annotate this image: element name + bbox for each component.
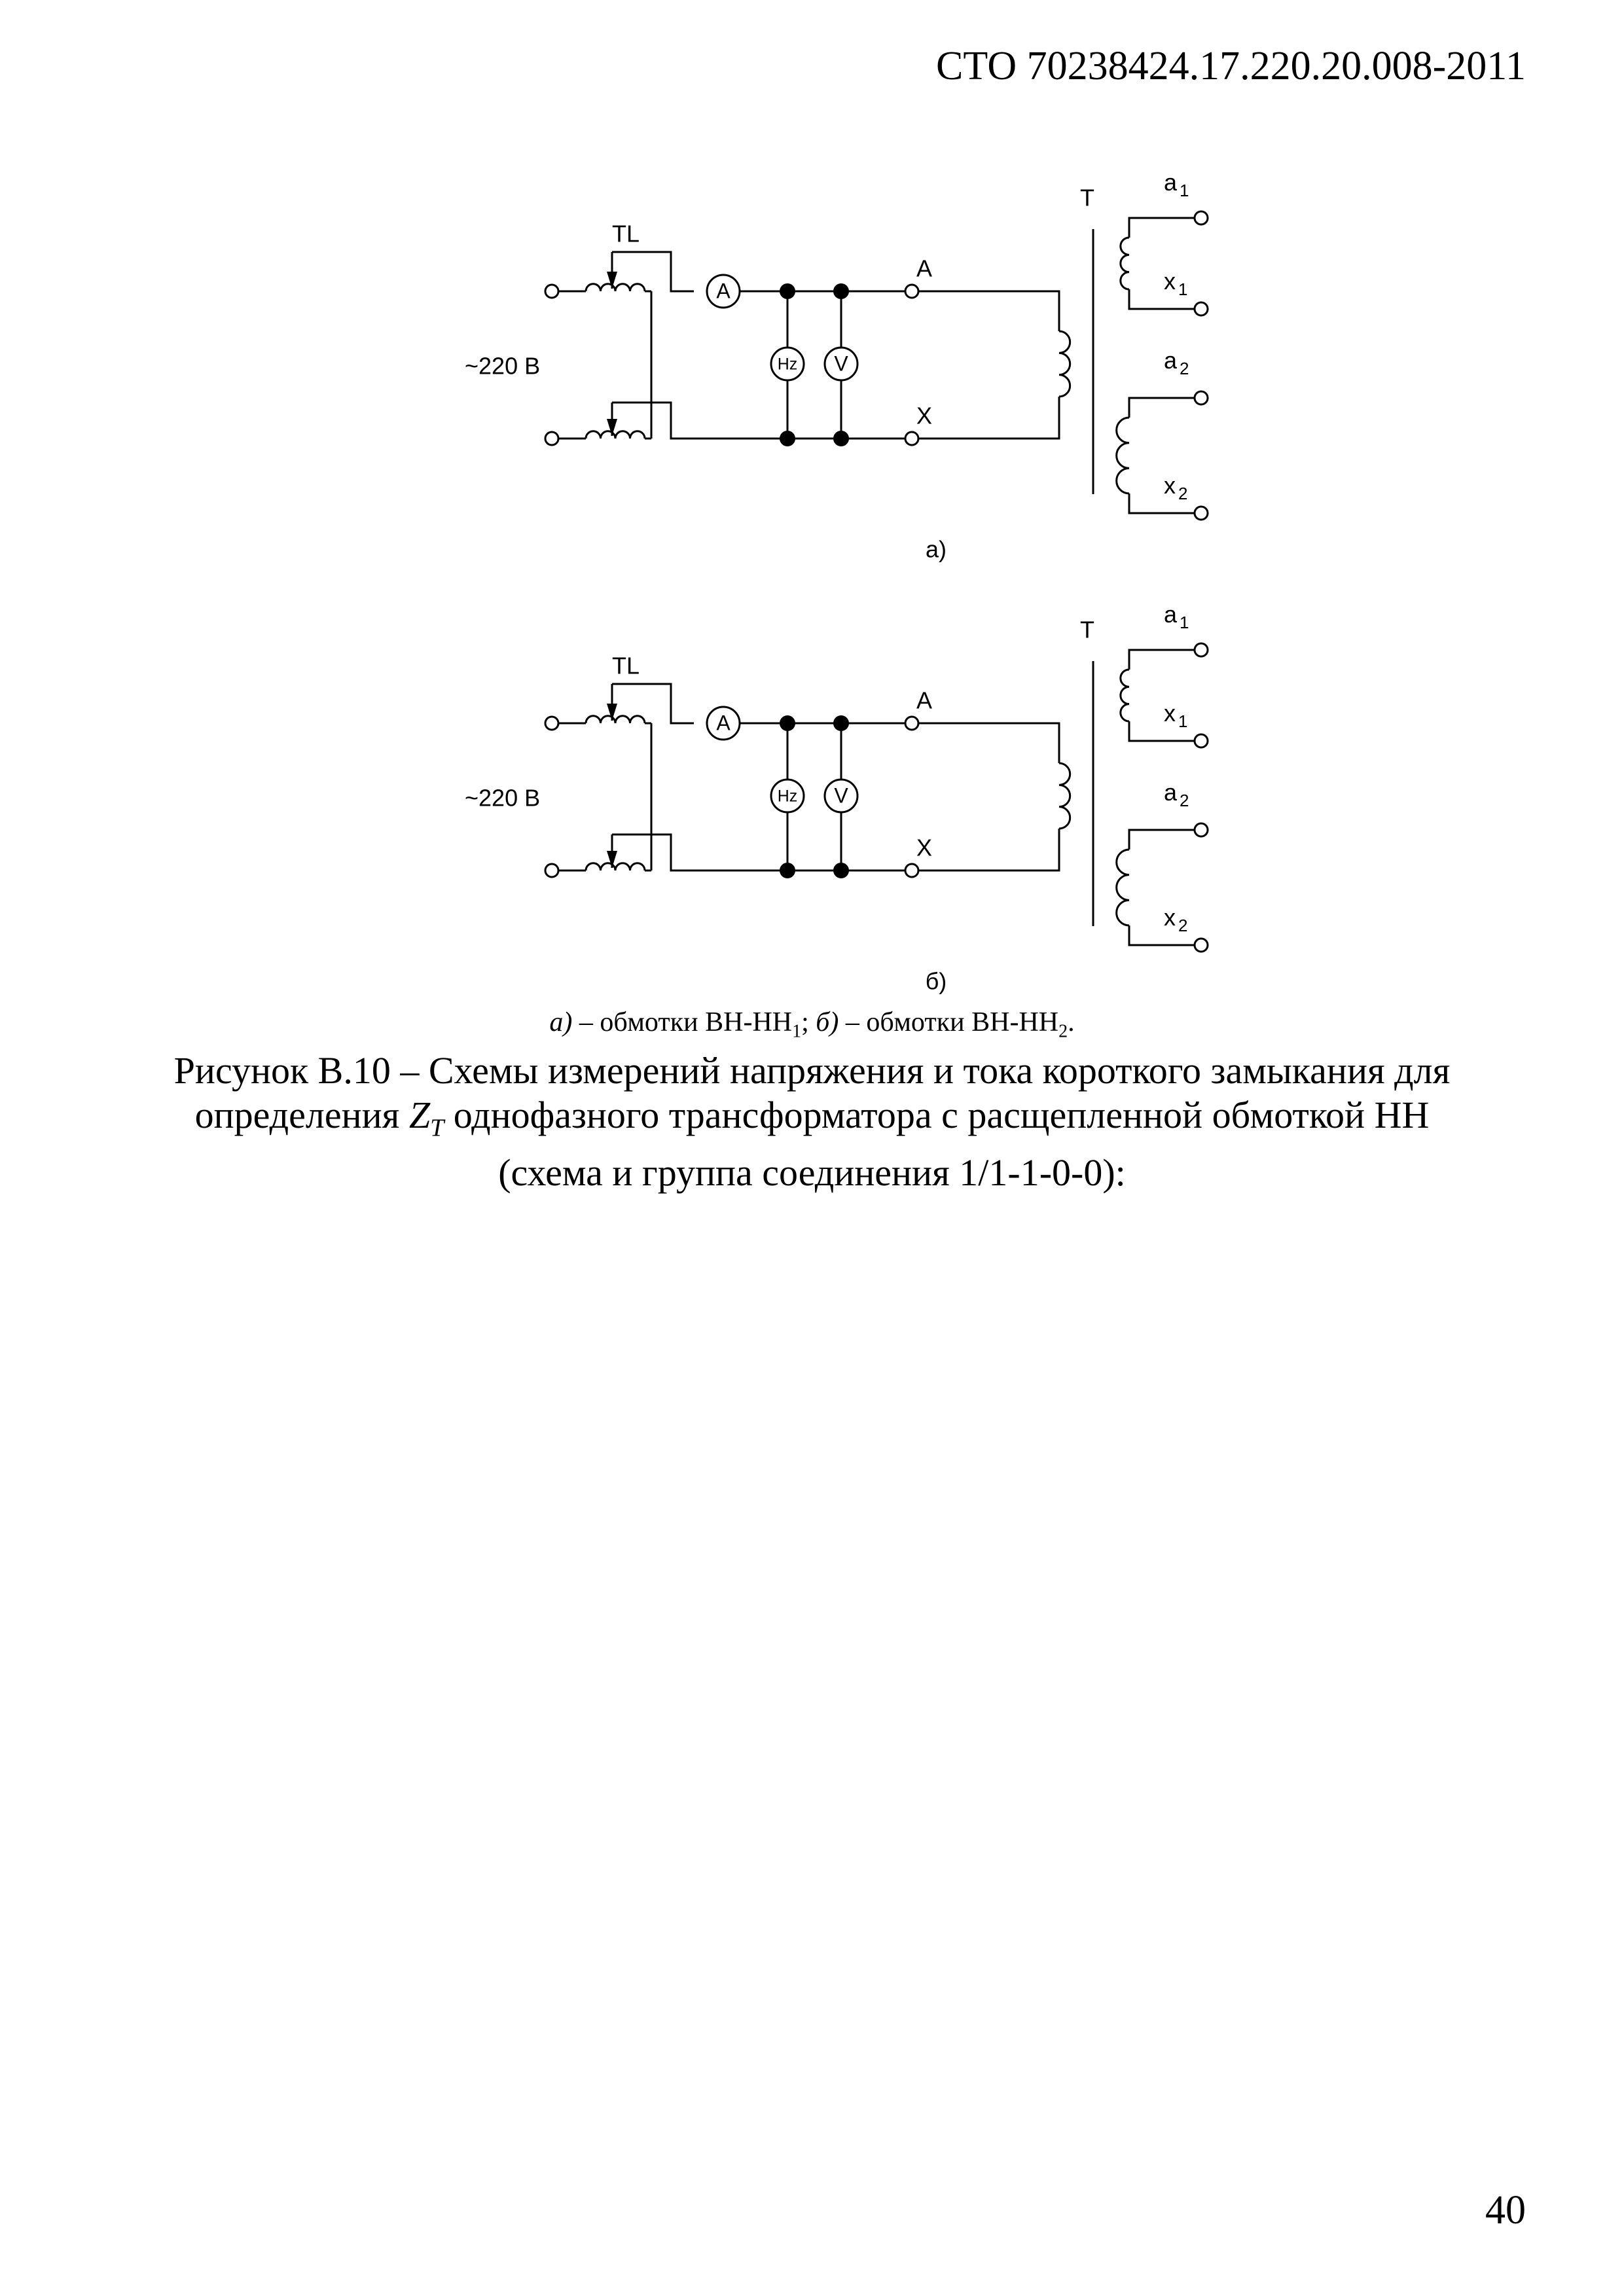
page-number: 40 <box>1485 2188 1526 2233</box>
lv2-lead-top <box>1129 398 1195 418</box>
legend-part-a-label: а) <box>549 1007 573 1037</box>
autotransformer-arrow-bottom <box>607 851 617 868</box>
hv-winding-lead-bottom <box>918 829 1059 870</box>
hv-terminal-x <box>905 864 918 877</box>
autotransformer-winding-bottom <box>586 431 645 439</box>
supply-voltage-label: ~220 В <box>465 352 541 380</box>
output-wire-top <box>612 684 694 723</box>
lv1-lead-top <box>1129 218 1195 238</box>
hv-winding <box>1059 763 1070 829</box>
output-wire-top <box>612 252 694 291</box>
autotransformer-winding-top <box>586 284 645 291</box>
caption-impedance-symbol: Z <box>408 1094 431 1136</box>
frequency-meter-label: Hz <box>777 355 798 374</box>
circuit-figure <box>0 0 1624 995</box>
autotransformer-label: TL <box>612 652 640 679</box>
ammeter-label: A <box>716 711 731 735</box>
lv2-end-label: x $_2$ <box>1164 903 1188 935</box>
transformer-label: T <box>1080 184 1094 211</box>
frequency-meter-label: Hz <box>777 787 798 806</box>
figure-caption <box>131 1049 1493 1195</box>
legend-part-a-text: – обмотки ВН-НН <box>572 1007 793 1037</box>
autotransformer-arrow-bottom <box>607 419 617 436</box>
hv-terminal-a <box>905 717 918 730</box>
lv2-start-label: a $_2$ <box>1164 346 1189 378</box>
lv1-terminal-x <box>1195 302 1208 315</box>
circuit-panel-a <box>465 169 1208 563</box>
autotransformer-arrow-top <box>607 704 617 721</box>
caption-line-3: (схема и группа соединения 1/1-1-0-0): <box>498 1151 1126 1194</box>
legend-part-b-sub: 2 <box>1058 1021 1068 1042</box>
lv2-lead-top <box>1129 830 1195 850</box>
hv-terminal-x-label: X <box>916 402 933 429</box>
lv2-winding <box>1117 850 1129 925</box>
document-header-code: СТО 70238424.17.220.20.008-2011 <box>935 44 1526 88</box>
hv-winding-lead-bottom <box>918 397 1059 439</box>
hv-terminal-a <box>905 285 918 298</box>
caption-impedance-subscript: T <box>430 1114 444 1142</box>
caption-line-2-before: определения <box>194 1094 409 1136</box>
panel-label: б) <box>925 967 947 995</box>
lv2-terminal-x <box>1195 939 1208 952</box>
caption-line-2 <box>131 1093 1493 1151</box>
lv2-winding <box>1117 418 1129 493</box>
circuit-panel-b <box>465 601 1208 995</box>
panel-label: а) <box>925 535 947 563</box>
supply-terminal-bottom <box>545 432 558 445</box>
legend-part-a-sub: 1 <box>792 1021 802 1042</box>
lv1-start-label: a $_1$ <box>1164 600 1189 632</box>
lv1-winding <box>1121 238 1129 289</box>
lv2-terminal-a <box>1195 823 1208 836</box>
autotransformer-label: TL <box>612 220 640 247</box>
lv1-terminal-a <box>1195 211 1208 224</box>
output-wire-bottom <box>612 403 787 439</box>
autotransformer-winding-bottom <box>586 863 645 870</box>
lv2-end-label: x $_2$ <box>1164 471 1188 503</box>
hv-terminal-a-label: A <box>916 255 933 282</box>
legend-part-b-label: б) <box>816 1007 839 1037</box>
hv-terminal-x-label: X <box>916 834 933 861</box>
lv2-terminal-a <box>1195 391 1208 404</box>
lv1-terminal-a <box>1195 643 1208 656</box>
hv-winding-lead-top <box>918 723 1059 763</box>
autotransformer-winding-top <box>586 716 645 723</box>
legend-end: . <box>1068 1007 1075 1037</box>
hv-terminal-x <box>905 432 918 445</box>
voltmeter-label: V <box>834 351 848 376</box>
hv-terminal-a-label: A <box>916 687 933 714</box>
autotransformer-arrow-top <box>607 272 617 289</box>
supply-terminal-top <box>545 717 558 730</box>
lv2-terminal-x <box>1195 507 1208 520</box>
caption-line-1: Рисунок В.10 – Схемы измерений напряжения и тока короткого замыкания для <box>173 1049 1451 1092</box>
supply-terminal-bottom <box>545 864 558 877</box>
hv-winding-lead-top <box>918 291 1059 331</box>
lv1-end-label: x $_1$ <box>1164 699 1188 731</box>
figure-legend <box>0 1007 1624 1042</box>
legend-separator: ; <box>801 1007 816 1037</box>
transformer-label: T <box>1080 616 1094 643</box>
lv1-start-label: a $_1$ <box>1164 168 1189 200</box>
hv-winding <box>1059 331 1070 397</box>
ammeter-label: A <box>716 279 731 303</box>
caption-line-2-after: однофазного трансформатора с расщепленной обмоткой НН <box>444 1094 1430 1136</box>
lv2-start-label: a $_2$ <box>1164 778 1189 810</box>
lv1-end-label: x $_1$ <box>1164 267 1188 299</box>
supply-voltage-label: ~220 В <box>465 784 541 812</box>
lv1-lead-top <box>1129 650 1195 670</box>
lv1-winding <box>1121 670 1129 721</box>
legend-part-b-text: – обмотки ВН-НН <box>839 1007 1059 1037</box>
lv1-terminal-x <box>1195 734 1208 747</box>
supply-terminal-top <box>545 285 558 298</box>
output-wire-bottom <box>612 834 787 870</box>
voltmeter-label: V <box>834 783 848 808</box>
